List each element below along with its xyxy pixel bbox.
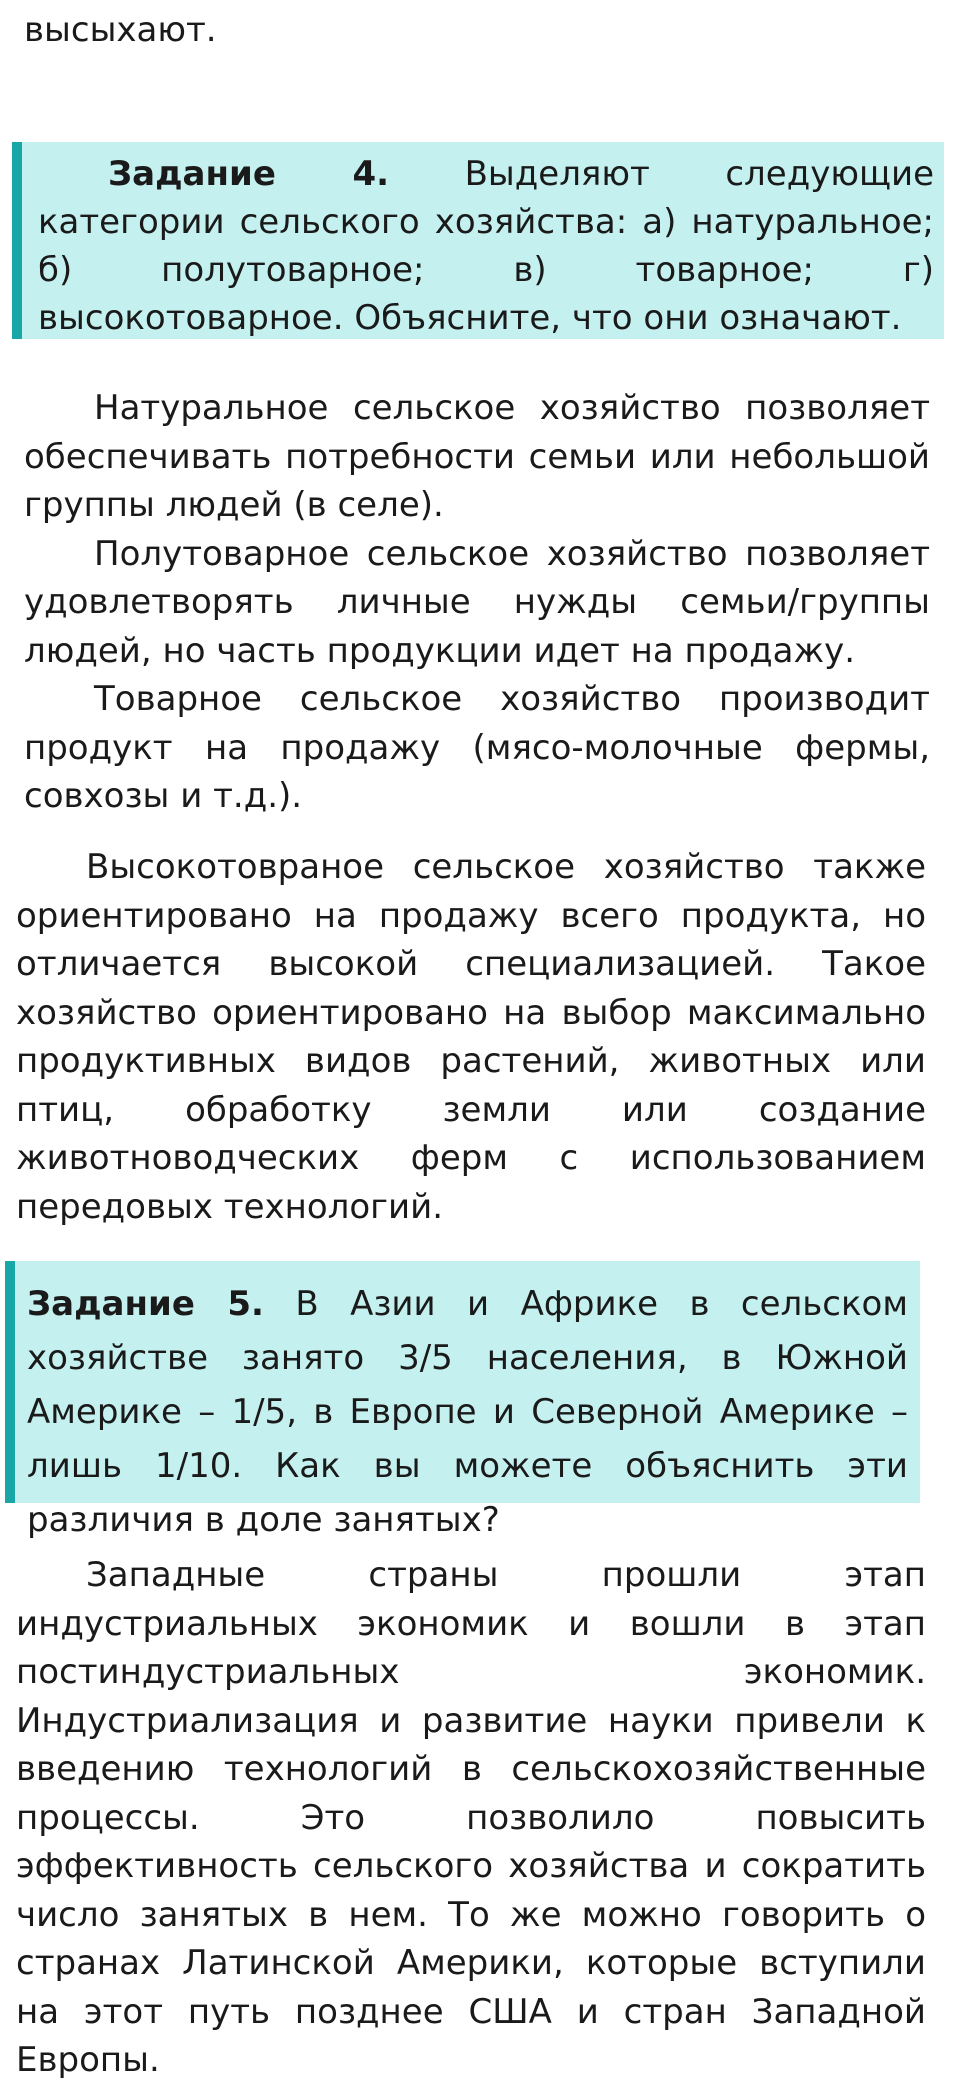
answer-4-paragraph-natural: Натуральное сельское хозяйство позволяет обеспечивать потребности семьи или небольшой группы людей (в селе). bbox=[24, 388, 930, 525]
answer-5 bbox=[16, 1551, 926, 2085]
task-5-text: Задание 5. В Азии и Африке в сельском хозяйстве занято 3/5 населения, в Южной Америке – 1/5, в Европе и Северной Америке – лишь 1/10. Как вы можете объяснить эти различия в доле занятых? bbox=[27, 1284, 908, 1540]
task-4-text: Задание 4. Выделяют следующие категории сельского хозяйства: а) натуральное; б) полутоварное; в) товарное; г) высокотоварное. Объясните, что они означают. bbox=[38, 154, 934, 338]
answer-4-paragraph-semi-commodity: Полутоварное сельское хозяйство позволяет удовлетворять личные нужды семьи/группы людей, но часть продукции идет на продажу. bbox=[24, 533, 930, 671]
answer-4 bbox=[24, 384, 930, 821]
answer-4-paragraph-commodity: Товарное сельское хозяйство производит продукт на продажу (мясо-молочные фермы, совхозы и т.д.). bbox=[24, 679, 930, 816]
answer-4-high-commodity bbox=[16, 843, 926, 1231]
task-4-label: Задание 4. bbox=[108, 154, 390, 194]
task-5-box bbox=[5, 1261, 920, 1540]
task-4-box bbox=[12, 142, 944, 339]
answer-4-paragraph-high-commodity: Высокотовраное сельское хозяйство также ориентировано на продажу всего продукта, но отличается высокой специализацией. Такое хозяйство ориентировано на выбор максимально продуктивных видов растений, животных или птиц, обработку земли или создание животноводческих ферм с использованием передовых технологий. bbox=[16, 847, 926, 1227]
task-5-label: Задание 5. bbox=[27, 1284, 264, 1324]
answer-5-paragraph: Западные страны прошли этап индустриальных экономик и вошли в этап постиндустриальных экономик. Индустриализация и развитие науки привели к введению технологий в сельскохозяйственные процессы. Это позволило повысить эффективность сельского хозяйства и сократить число занятых в нем. То же можно говорить о странах Латинской Америки, которые вступили на этот путь позднее США и стран Западной Европы. bbox=[16, 1555, 926, 2080]
top-fragment: высыхают. bbox=[24, 10, 217, 50]
